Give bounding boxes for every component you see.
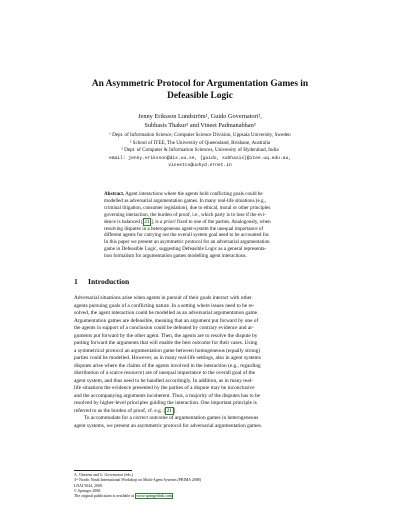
author-list: [60, 112, 340, 130]
abstract-label: Abstract.: [104, 191, 125, 197]
publication-footer: [74, 473, 201, 499]
footer-line: [74, 494, 201, 499]
section-number: 1: [74, 277, 78, 286]
affiliation-line: ³ Dept. of Computer & Information Sciences, University of Hyderabad, India: [121, 147, 279, 154]
citation-link[interactable]: 21: [166, 407, 173, 414]
body-line: agents pursuing goals of a conflicting nature. In a setting where issues need to be re-: [74, 302, 255, 309]
body-line: agent systems, we present an asymmetric protocol for adversarial argumentation games.: [74, 422, 263, 429]
citation-link[interactable]: 21: [144, 218, 150, 225]
affiliation-line: ² School of ITEE, The University of Queensland, Brisbane, Australia: [129, 139, 271, 146]
abstract-line: governing interaction, the burden of proof, i.e., which party is to lose if the evi-: [104, 211, 266, 218]
section-title: Introduction: [88, 277, 130, 286]
abstract-line: In this paper we present an asymmetric protocol for an adversarial argumentation: [104, 239, 270, 246]
body-line: and the accompanying arguments incoherent. Thus, a majority of the disputes has to be: [74, 392, 261, 399]
title-line-2: Defeasible Logic: [167, 91, 233, 101]
footnote-rule: [74, 470, 132, 471]
footer-text: The original publication is available at: [74, 494, 135, 499]
abstract-text: fixed to one of the parties. Analogously, when: [175, 218, 271, 225]
affiliations: [60, 132, 340, 170]
body-line: solved, the agent interaction could be modelled as an adversarial argumentation game.: [74, 310, 259, 316]
body-line: guments put forward by the other agent. Then, the agents are to resolve the dispute by: [74, 332, 258, 339]
email-line: vineetcs@uohyd.ernet.in: [168, 163, 232, 169]
author-line-1: Jenny Eriksson Lundström¹, Guido Governatori²,: [138, 113, 262, 120]
section-heading: [74, 277, 129, 286]
abstract-line: [104, 191, 296, 198]
body-line: putting forward the arguments that will enable the best outcome for their cases. Using: [74, 340, 258, 346]
abstract-line: [104, 219, 296, 226]
abstract-line: resolving disputes in a heterogeneous agent-system the unequal importance of: [104, 225, 264, 232]
body-line: life situations the evidence presented by the parties of a dispute may be inconclusive: [74, 385, 255, 391]
footer-line: LNAI 5044, 2008.: [74, 483, 103, 488]
abstract-line: modelled as adversarial argumentation games. In many real-life situations (e.g.,: [104, 197, 267, 204]
body-line: parties could be modelled. However, as in many real-life settings, also in agent systems: [74, 355, 261, 361]
title-line-1: An Asymmetric Protocol for Argumentation Games in: [91, 79, 309, 89]
body-line: To accommodate for a correct outcome of argumentation games in heterogeneous: [84, 415, 259, 421]
body-line: Argumentation games are defeasible, meaning that an argument put forward by one of: [74, 317, 259, 324]
abstract-text: Agent interactions where the agents hold conflicting goals could be: [125, 191, 263, 197]
body-line: [74, 408, 326, 416]
affiliation-line: ¹ Dept. of Information Science, Computer Science Division, Uppsala University, Sweden: [109, 132, 291, 138]
email-line: email: jenny.eriksson@dis.uu.se, {guido, subhasis}@itee.uq.edu.au,: [109, 155, 291, 161]
abstract-line: tion formalism for argumentation games modelling agent interactions.: [104, 253, 247, 260]
abstract-italic: a priori: [159, 218, 176, 225]
body-line: disputes arise where the claims of the agents involved in the interaction (e.g., regarding: [74, 362, 261, 369]
body-text-span: referred to as the burden of proof, cf. e.g. [: [74, 407, 166, 414]
body-line: a symmetrical protocol an argumentation game between homogeneous (equally strong): [74, 347, 261, 354]
body-line: Adversarial situations arise when agents in pursuit of their goals interact with other: [74, 295, 252, 301]
body-line: resolved by higher-level principles guiding the interaction. One important principle is: [74, 400, 257, 406]
footer-line: 3ʳᵈ Nordic Ninth International Workshop on Multi-Agent Systems (PRIMA 2008): [74, 478, 201, 483]
abstract-text: dence is balanced [: [104, 218, 143, 225]
abstract-line: different agents for carrying out the overall system goal need to be accounted for.: [104, 232, 270, 239]
abstract-text: ], is: [150, 218, 160, 225]
body-text-span: ].: [173, 407, 177, 414]
springer-link[interactable]: www.springerlink.com: [136, 494, 172, 499]
author-line-2: Subhasis Thakur² and Vineet Padmanabhan³: [144, 122, 256, 129]
body-line: distribution of a scarce resource) are of unequal importance to the overall goal of the: [74, 370, 256, 376]
paper-title: [60, 78, 340, 102]
abstract-line: criminal litigation, consumer legislation), due to ethical, moral or other principles: [104, 204, 271, 211]
abstract-line: game in Defeasible Logic, suggesting Defeasible Logic as a general representa-: [104, 246, 267, 253]
footer-line: © Springer 2008.: [74, 488, 102, 493]
abstract: [104, 191, 296, 260]
body-text: [74, 295, 326, 430]
body-line: agent system, and thus need to be handled accordingly. In addition, as in many real-: [74, 377, 254, 384]
footer-line: A. Oitavem and G. Governatori (eds.): [74, 473, 133, 477]
body-line: the agents in support of a conclusion could be defeated by contrary evidence and ar-: [74, 325, 254, 331]
